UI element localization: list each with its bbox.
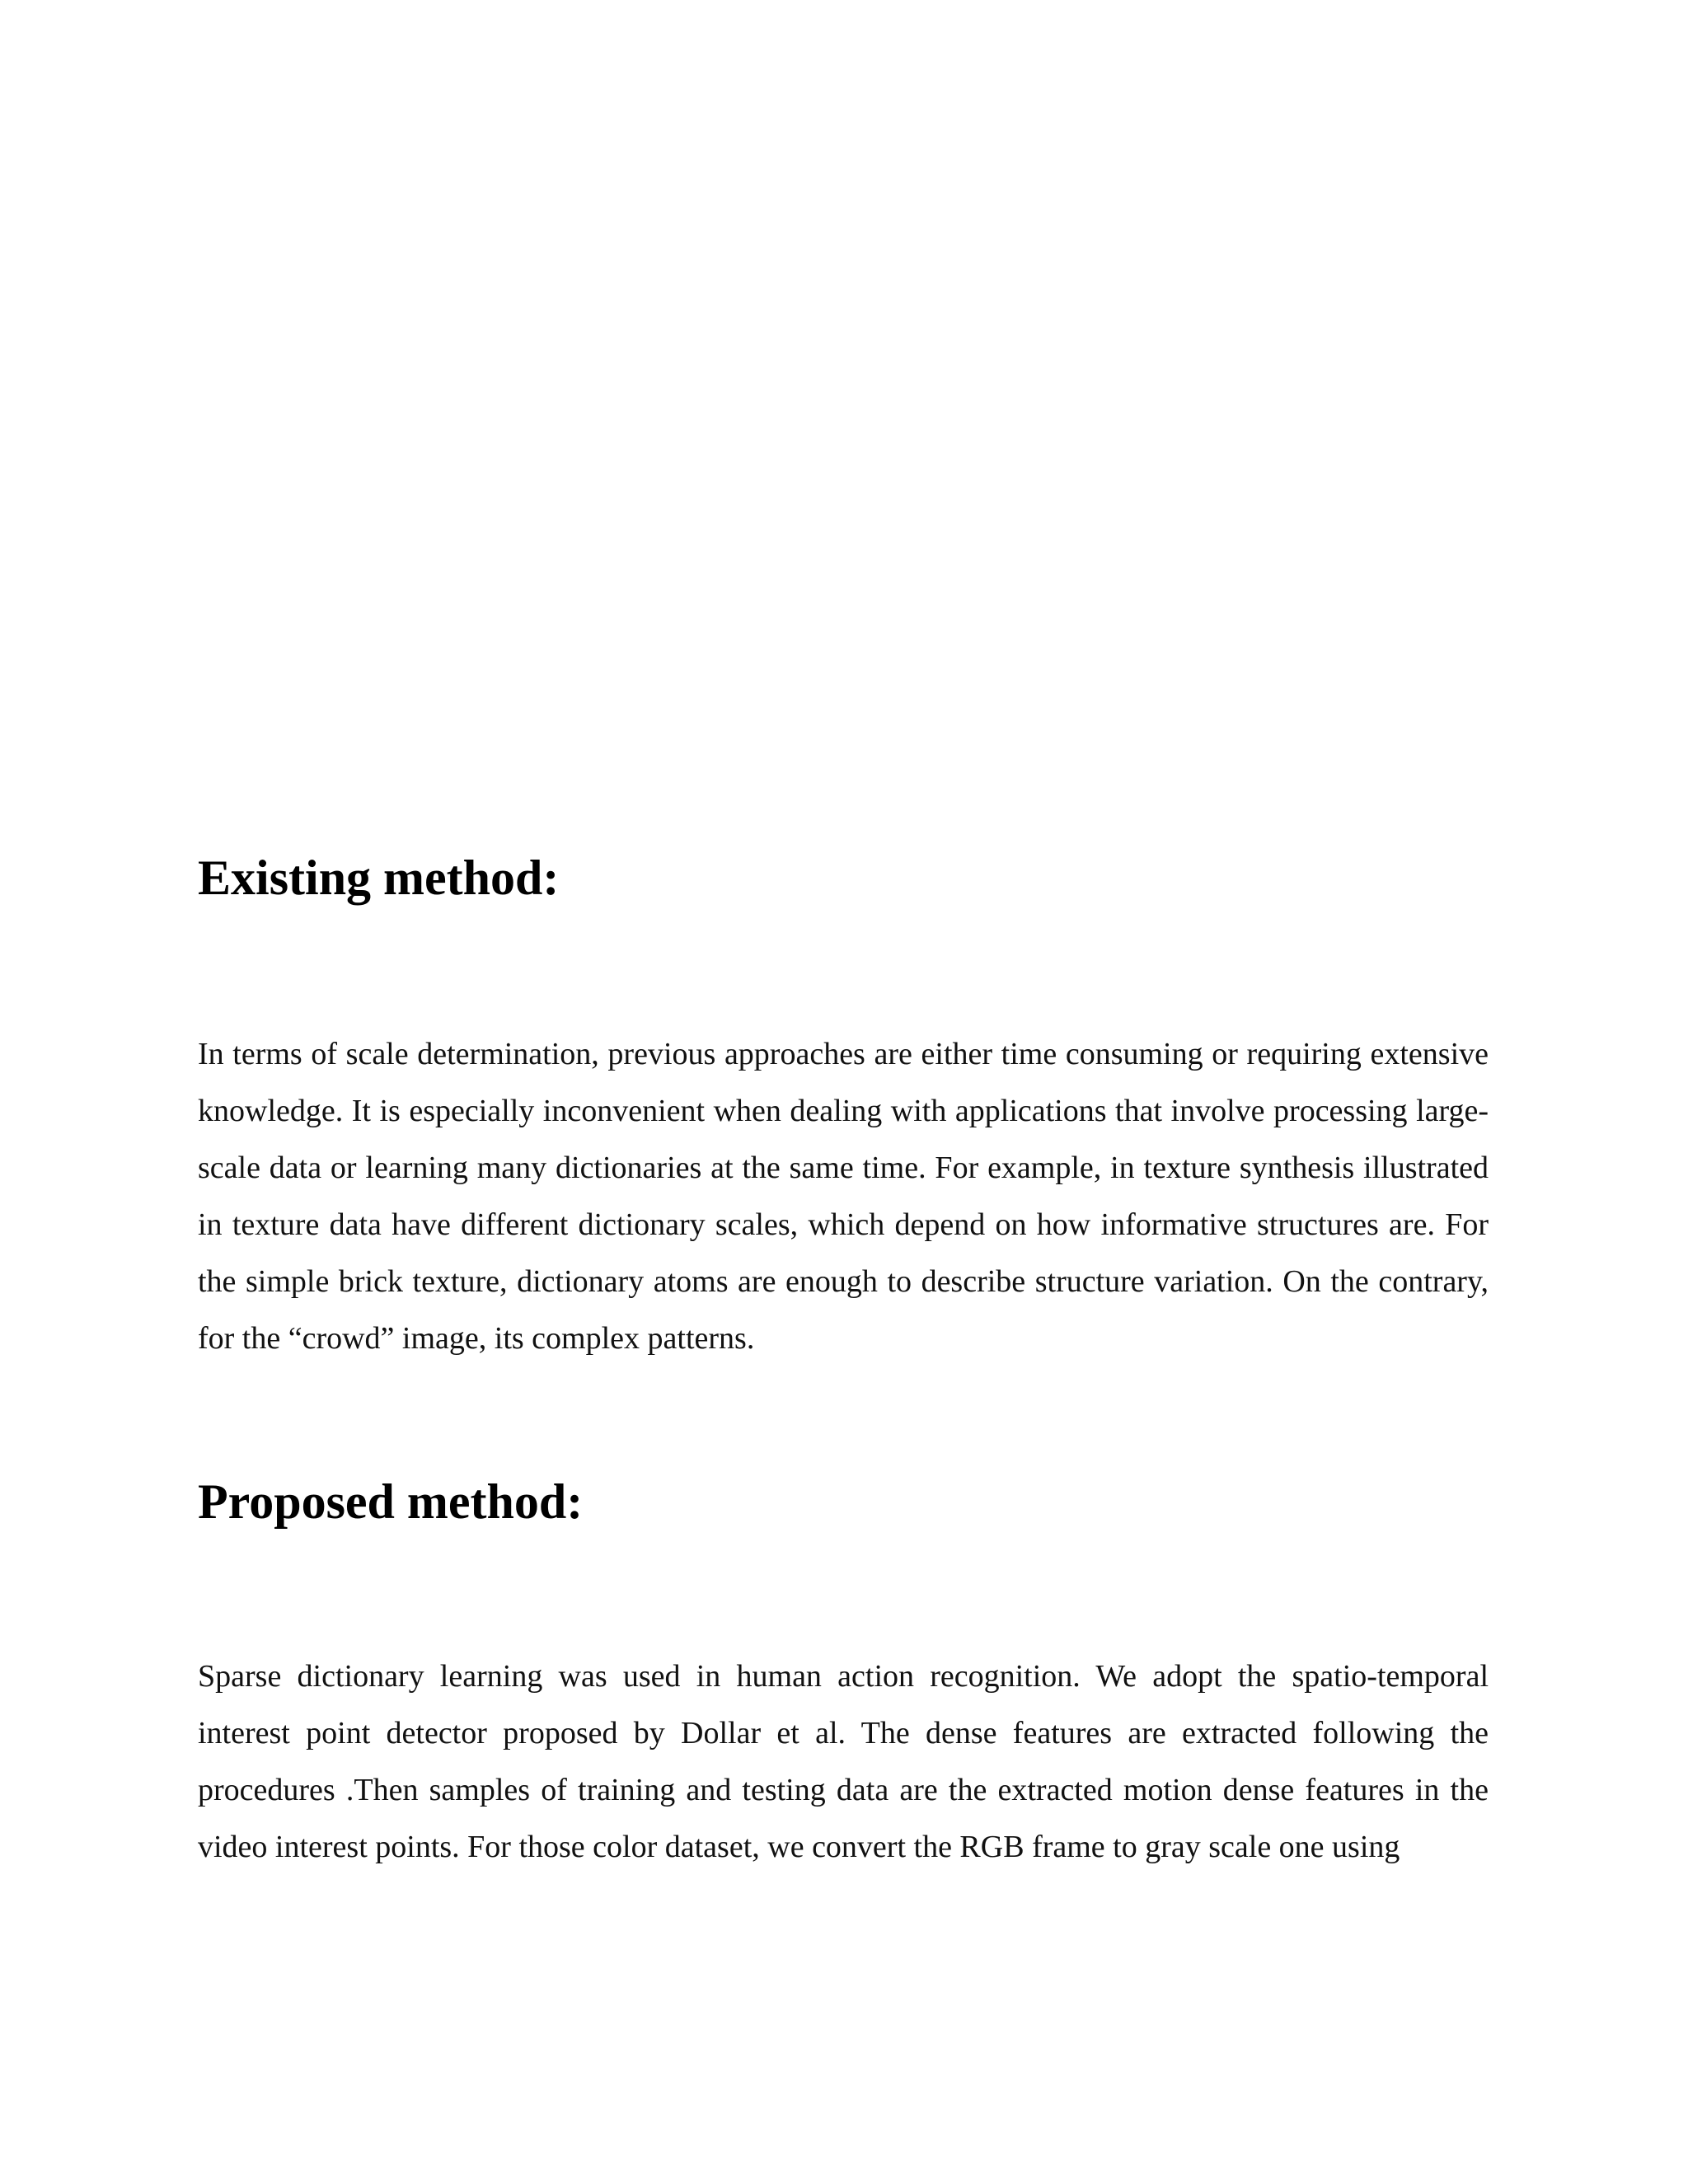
- section-paragraph-existing-method: In terms of scale determination, previous approaches are either time consuming or requiring extensive knowledge. It is especially inconvenient when dealing with applications that involve processing large-scale data or learning many dictionaries at the same time. For example, in texture synthesis illustrated in texture data have different dictionary scales, which depend on how informative structures are. For the simple brick texture, dictionary atoms are enough to describe structure variation. On the contrary, for the “crowd” image, its complex patterns.: [198, 1037, 1489, 1356]
- section-paragraph-proposed-method: Sparse dictionary learning was used in human action recognition. We adopt the spatio-temporal interest point detector proposed by Dollar et al. The dense features are extracted following the procedures .Then samples of training and testing data are the extracted motion dense features in the video interest points. For those color dataset, we convert the RGB frame to gray scale one using: [198, 1659, 1489, 1864]
- section-heading-proposed-method: Proposed method:: [198, 1474, 584, 1529]
- section-heading-existing-method: Existing method:: [198, 851, 560, 905]
